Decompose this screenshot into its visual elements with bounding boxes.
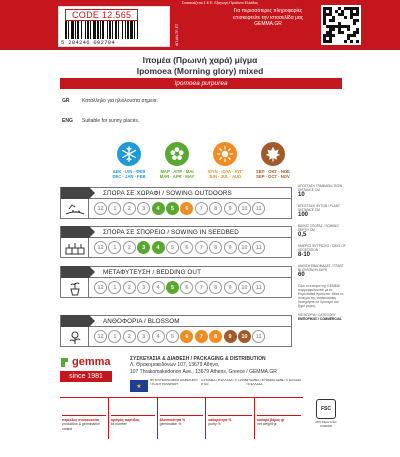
season-autumn-text (249, 169, 297, 179)
description-en-text: Suitable for sunny places. (82, 118, 140, 124)
month-2: 2 (123, 330, 136, 343)
cell-label-gr: καθαρότητα % (208, 418, 232, 422)
season-spring-gr: ΜΑΡ · ΑΠΡ · ΜΑΙ (160, 169, 194, 174)
month-8: 8 (209, 241, 222, 254)
latin-name: Ipomoea purpurea (60, 78, 342, 89)
info-column (298, 184, 346, 326)
month-5: 5 (166, 202, 179, 215)
cell-value-space (62, 400, 106, 416)
info-category (298, 313, 346, 321)
month-7: 7 (195, 330, 208, 343)
month-3: 3 (137, 202, 150, 215)
header-info: Για περισσότερες πληροφορίες επισκεφτείτε την ιστοσελίδα μας GEMMA.GR (232, 8, 304, 27)
fsc-logo (310, 399, 342, 428)
flower-icon (165, 142, 189, 166)
month-row (94, 241, 265, 254)
month-2: 2 (123, 241, 136, 254)
month-row (94, 281, 265, 294)
qr-code[interactable] (321, 5, 361, 45)
section-body (60, 327, 292, 347)
top-note: Συσκευάζεται Σ.Ε.Ε. Εξαγωγή Προϊόντα Ελλάδας (181, 1, 259, 5)
cell-label-gr: περίοδος συσκευασίας (62, 418, 100, 422)
sowing-outdoors-icon (61, 199, 89, 219)
section-header (60, 187, 292, 199)
barcode-digits: 5 204246 002704 (61, 39, 116, 46)
section-label: ΣΠΟΡΑ ΣΕ ΣΠΟΡΕΙΟ / SOWING IN SEEDBED (103, 228, 239, 236)
barcode-box (58, 6, 170, 47)
bottom-cell (109, 398, 158, 439)
arrow-shape (61, 187, 89, 199)
category-label: ΚΑΤΗΓΟΡΙΑ / CATEGORY (298, 313, 336, 317)
cell-label-gr: βλαστικότητα % (159, 418, 186, 422)
month-1: 1 (108, 202, 121, 215)
month-11: 11 (252, 330, 265, 343)
cell-value-space (257, 400, 301, 416)
eu-flag-icon (130, 380, 148, 392)
section-blossom (60, 315, 292, 347)
season-spring-text (153, 169, 201, 179)
address-en: 107 Thrakomakedonon Ave., 13679 Athens, Greece / GEMMA.GR (130, 368, 277, 375)
bottom-table (60, 397, 303, 439)
description-en (62, 118, 342, 124)
plant-passport-text: ΦΥΤΟΥΓΕΙΟΝΟΜΙΚΟ ΔΙΑΒΑΤΗΡΙΟ / PLANT PASSPORT (150, 378, 198, 386)
section-label: ΜΕΤΑΦΥΤΕΥΣΗ / BEDDING OUT (103, 268, 202, 276)
month-row (94, 330, 265, 343)
cell-label-gr: αριθμός παρτίδας (110, 418, 140, 422)
info-label: ΑΝΘΙΣΗ ΕΒΔΟΜΑΔΕΣ / START BLOSSOM IN DAYS (298, 264, 344, 272)
month-9: 9 (224, 241, 237, 254)
since-bar: since 1981 (60, 371, 112, 382)
info-value: 0,5 (298, 232, 307, 238)
month-6: 6 (180, 202, 193, 215)
info-row-depth (298, 224, 346, 239)
month-3: 3 (137, 281, 150, 294)
note-text: Όλοι οι σπόροι της GEMMA συμμορφώνονται με τα Ευρωπαϊκά πρότυπα. Μετά το άνοιγμα της συσκευασίας διατηρήστε σε δροσερό και ξηρό μέρος. (298, 284, 344, 308)
month-4: 4 (152, 281, 165, 294)
section-bedding-out (60, 266, 292, 298)
cell-label-en: lot number (110, 422, 127, 427)
bottom-cell (255, 398, 303, 439)
description-gr (62, 98, 342, 104)
month-10: 10 (238, 330, 251, 343)
product-code: CODE 12.565 (65, 9, 138, 21)
season-spring-en: MAR · APR · MAY (159, 174, 195, 179)
month-3: 3 (137, 330, 150, 343)
bottom-cell (206, 398, 255, 439)
month-6: 6 (180, 330, 193, 343)
leaf-icon (261, 142, 285, 166)
month-5: 5 (166, 281, 179, 294)
address-gr: Λ. Θρακομακεδόνων 107, 13679 Αθήνα, (130, 362, 220, 369)
arrow-shape (61, 315, 89, 327)
cell-value-space (111, 400, 155, 416)
description-gr-text: Κατάλληλο για ηλιόλουστα σημεία. (82, 98, 158, 104)
logo-mark-icon (60, 357, 69, 368)
distribution-title: ΣΥΣΚΕΥΑΣΙΑ & ΔΙΑΘΕΣΗ / PACKAGING & DISTRIBUTION (130, 356, 266, 362)
season-winter-text (105, 169, 153, 179)
barcode (65, 21, 165, 39)
month-11: 11 (252, 202, 265, 215)
info-row-plant-distance (298, 204, 346, 219)
month-5: 5 (166, 330, 179, 343)
section-sowing-outdoors (60, 187, 292, 219)
bottom-cell (158, 398, 207, 439)
month-11: 11 (252, 241, 265, 254)
category-value: ΕΜΠΟΡΙΚΟΣ / COMMERCIAL (298, 317, 342, 321)
cell-value-space (160, 400, 204, 416)
info-row-blossom (298, 264, 346, 279)
cell-label-en: germination % (159, 422, 182, 427)
month-row (94, 202, 265, 215)
month-8: 8 (209, 330, 222, 343)
month-1: 1 (108, 281, 121, 294)
info-value: 100 (298, 212, 309, 218)
month-10: 10 (238, 281, 251, 294)
season-summer-text (201, 169, 249, 179)
section-body (60, 238, 292, 258)
section-body (60, 199, 292, 219)
info-label: ΒΑΘΟΣ ΣΠΟΡΑΣ / SOWING DEPTH CM (298, 224, 339, 232)
month-10: 10 (238, 202, 251, 215)
eu-star: ★ (136, 383, 142, 390)
section-label: ΑΝΘΟΦΟΡΙΑ / BLOSSOM (103, 317, 180, 325)
month-7: 7 (195, 241, 208, 254)
blossom-icon (61, 327, 89, 347)
month-12: 12 (94, 202, 107, 215)
sun-icon (213, 142, 237, 166)
section-sowing-seedbed (60, 226, 292, 258)
month-12: 12 (94, 330, 107, 343)
info-value: 60 (298, 272, 305, 278)
info-label: ΗΜΕΡΕΣ ΦΥΤΡΩΣΗΣ / DAYS OF VEGETATION (298, 244, 346, 252)
season-summer-en: JUN · JUL · AUG (208, 174, 242, 179)
season-autumn-gr: ΣΕΠ · ΟΚΤ · ΝΟΕ (256, 169, 290, 174)
month-2: 2 (123, 202, 136, 215)
seedbed-icon (61, 238, 89, 258)
season-autumn-en: SEP · OCT · NOV (256, 174, 290, 179)
cell-label-gr: καθαρό βάρος gr (257, 418, 285, 422)
month-10: 10 (238, 241, 251, 254)
month-6: 6 (180, 281, 193, 294)
distribution-info (130, 356, 300, 375)
month-4: 4 (152, 241, 165, 254)
month-12: 12 (94, 241, 107, 254)
cell-label-en: purity % (208, 422, 221, 427)
month-3: 3 (137, 241, 150, 254)
info-value: 10 (298, 192, 305, 198)
header-bar (0, 0, 400, 50)
month-1: 1 (108, 330, 121, 343)
month-12: 12 (94, 281, 107, 294)
title-greek: Ιπομέα (Πρωινή χαρά) μίγμα (142, 55, 258, 65)
title-english: Ipomoea (Morning glory) mixed (136, 66, 264, 76)
season-spring (153, 142, 201, 179)
season-winter (105, 142, 153, 179)
info-label: ΑΠΟΣΤΑΣΗ ΓΡΑΜΜΩΝ / ROW DISTANCE CM (298, 184, 343, 192)
month-11: 11 (252, 281, 265, 294)
cell-label-en: production & germination control (62, 422, 100, 431)
info-value: 8-10 (298, 252, 311, 258)
season-winter-en: DEC · JAN · FEB (112, 174, 146, 179)
lang-code-en: ENG (62, 118, 73, 124)
season-autumn (249, 142, 297, 179)
month-2: 2 (123, 281, 136, 294)
month-8: 8 (209, 202, 222, 215)
section-header (60, 226, 292, 238)
cert-list-2: A ΓΕΜΜΑ / B ΓΕΜΜΑ ΑΕΒΕ / C ΕΛΛΑΔΑ / D ΕΛΛΑΔΑ (246, 378, 301, 386)
season-summer-gr: ΙΟΥΝ · ΙΟΥΛ · ΑΥΓ (207, 169, 243, 174)
fsc-text: MIX Paper FSC C000000 (315, 420, 337, 428)
qr-grid (323, 7, 359, 43)
section-label: ΣΠΟΡΑ ΣΕ ΧΩΡΑΦΙ / SOWING OUTDOORS (103, 189, 232, 197)
fsc-tree-icon: FSC (316, 399, 336, 419)
month-5: 5 (166, 241, 179, 254)
cell-label-en: net weight gr (257, 422, 277, 427)
month-4: 4 (152, 202, 165, 215)
month-1: 1 (108, 241, 121, 254)
gemma-logo (60, 356, 120, 382)
bedding-out-icon (61, 278, 89, 298)
section-header (60, 266, 292, 278)
season-summer (201, 142, 249, 179)
cell-value-space (208, 400, 252, 416)
info-note (298, 284, 346, 308)
month-9: 9 (224, 281, 237, 294)
info-row-distance (298, 184, 346, 199)
logo-word (60, 356, 120, 368)
cert-list: A ΙΠΟΜΕΑ / B ΕΛΛΑΔΑ / C 12345 / D GR (201, 378, 249, 386)
lang-code-gr: GR (62, 98, 70, 104)
arrow-shape (61, 226, 89, 238)
side-small-text: ΑΠ-ΑΝ-ΤΡ-ΕΤ (175, 23, 179, 46)
arrow-shape (61, 266, 89, 278)
section-body (60, 278, 292, 298)
month-9: 9 (224, 330, 237, 343)
info-row-vegetation (298, 244, 346, 259)
section-header (60, 315, 292, 327)
snowflake-icon (117, 142, 141, 166)
month-6: 6 (180, 241, 193, 254)
month-9: 9 (224, 202, 237, 215)
month-4: 4 (152, 330, 165, 343)
month-7: 7 (195, 281, 208, 294)
logo-text: gemma (72, 356, 111, 368)
month-7: 7 (195, 202, 208, 215)
info-label: ΑΠΟΣΤΑΣΗ ΦΥΤΩΝ / PLANT DISTANCE CM (298, 204, 340, 212)
month-8: 8 (209, 281, 222, 294)
bottom-cell (60, 398, 109, 439)
season-winter-gr: ΔΕΚ · ΙΑΝ · ΦΕΒ (112, 169, 146, 174)
